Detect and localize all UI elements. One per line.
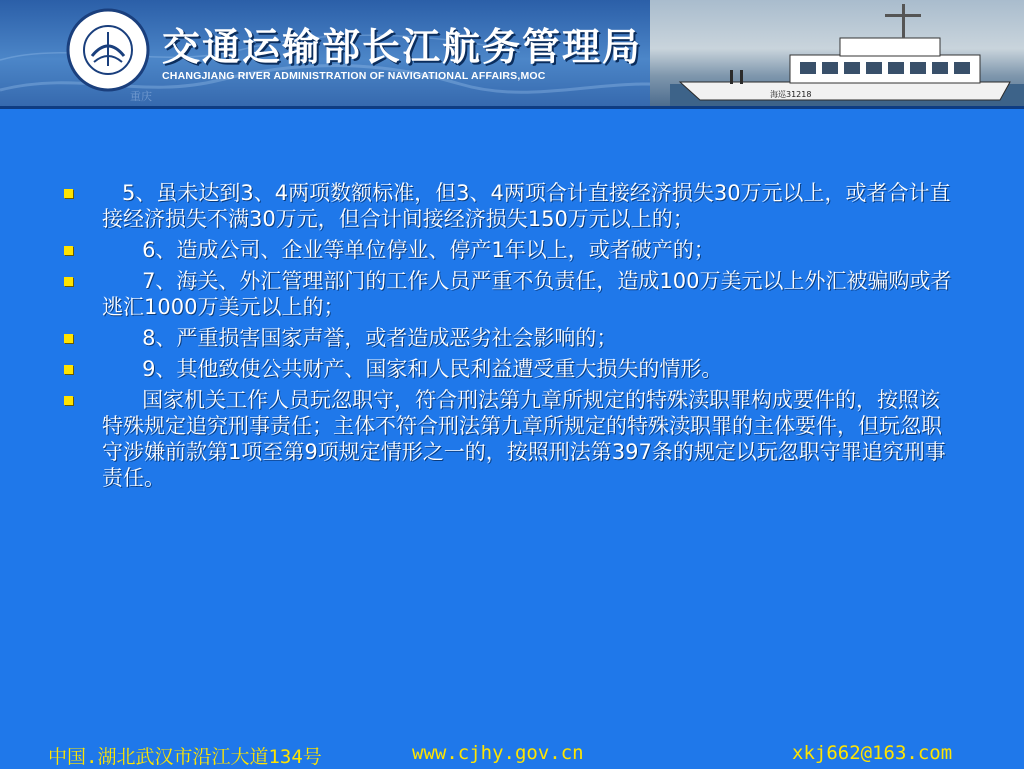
- footer-email-link[interactable]: xkj662@163.com: [792, 742, 953, 764]
- footer: [0, 734, 1024, 768]
- hull-number: 海巡31218: [770, 90, 812, 99]
- header-divider: [0, 106, 1024, 109]
- list-item-text: 9、其他致使公共财产、国家和人民利益遭受重大损失的情形。: [102, 357, 723, 381]
- list-item-text: 6、造成公司、企业等单位停业、停产1年以上，或者破产的；: [102, 238, 715, 262]
- agency-logo: [64, 6, 152, 94]
- patrol-boat-icon: [670, 0, 1024, 108]
- list-item-text: 5、虽未达到3、4两项数额标准，但3、4两项合计直接经济损失30万元以上，或者合计直接经济损失不满30万元，但合计间接经济损失150万元以上的；: [102, 181, 951, 231]
- list-item: [60, 325, 960, 351]
- header-banner: [0, 0, 1024, 108]
- list-item: [60, 356, 960, 382]
- list-item: [60, 268, 960, 320]
- bullet-square-icon: [64, 334, 73, 343]
- bullet-square-icon: [64, 189, 73, 198]
- map-label: 重庆: [130, 90, 152, 103]
- bullet-square-icon: [64, 396, 73, 405]
- footer-address: 中国.湖北武汉市沿江大道134号: [48, 746, 322, 768]
- footer-website-link[interactable]: www.cjhy.gov.cn: [412, 742, 584, 764]
- list-item-text: 国家机关工作人员玩忽职守，符合刑法第九章所规定的特殊渎职罪构成要件的，按照该特殊规定追究刑事责任；主体不符合刑法第九章所规定的特殊渎职罪的主体要件，但玩忽职守涉嫌前款第1项至第9项规定情形之一的，按照刑法第397条的规定以玩忽职守罪追究刑事责任。: [102, 388, 946, 490]
- page-title: 交通运输部长江航务管理局: [162, 25, 643, 69]
- bullet-list: [60, 180, 960, 496]
- list-item: [60, 180, 960, 232]
- list-item: [60, 237, 960, 263]
- list-item-text: 8、严重损害国家声誉，或者造成恶劣社会影响的；: [102, 326, 618, 350]
- bullet-square-icon: [64, 277, 73, 286]
- page-subtitle: CHANGJIANG RIVER ADMINISTRATION OF NAVIGATIONAL AFFAIRS,MOC: [162, 70, 546, 82]
- bullet-square-icon: [64, 365, 73, 374]
- list-item-text: 7、海关、外汇管理部门的工作人员严重不负责任，造成100万美元以上外汇被骗购或者逃汇1000万美元以上的；: [102, 269, 952, 319]
- list-item: [60, 387, 960, 491]
- bullet-square-icon: [64, 246, 73, 255]
